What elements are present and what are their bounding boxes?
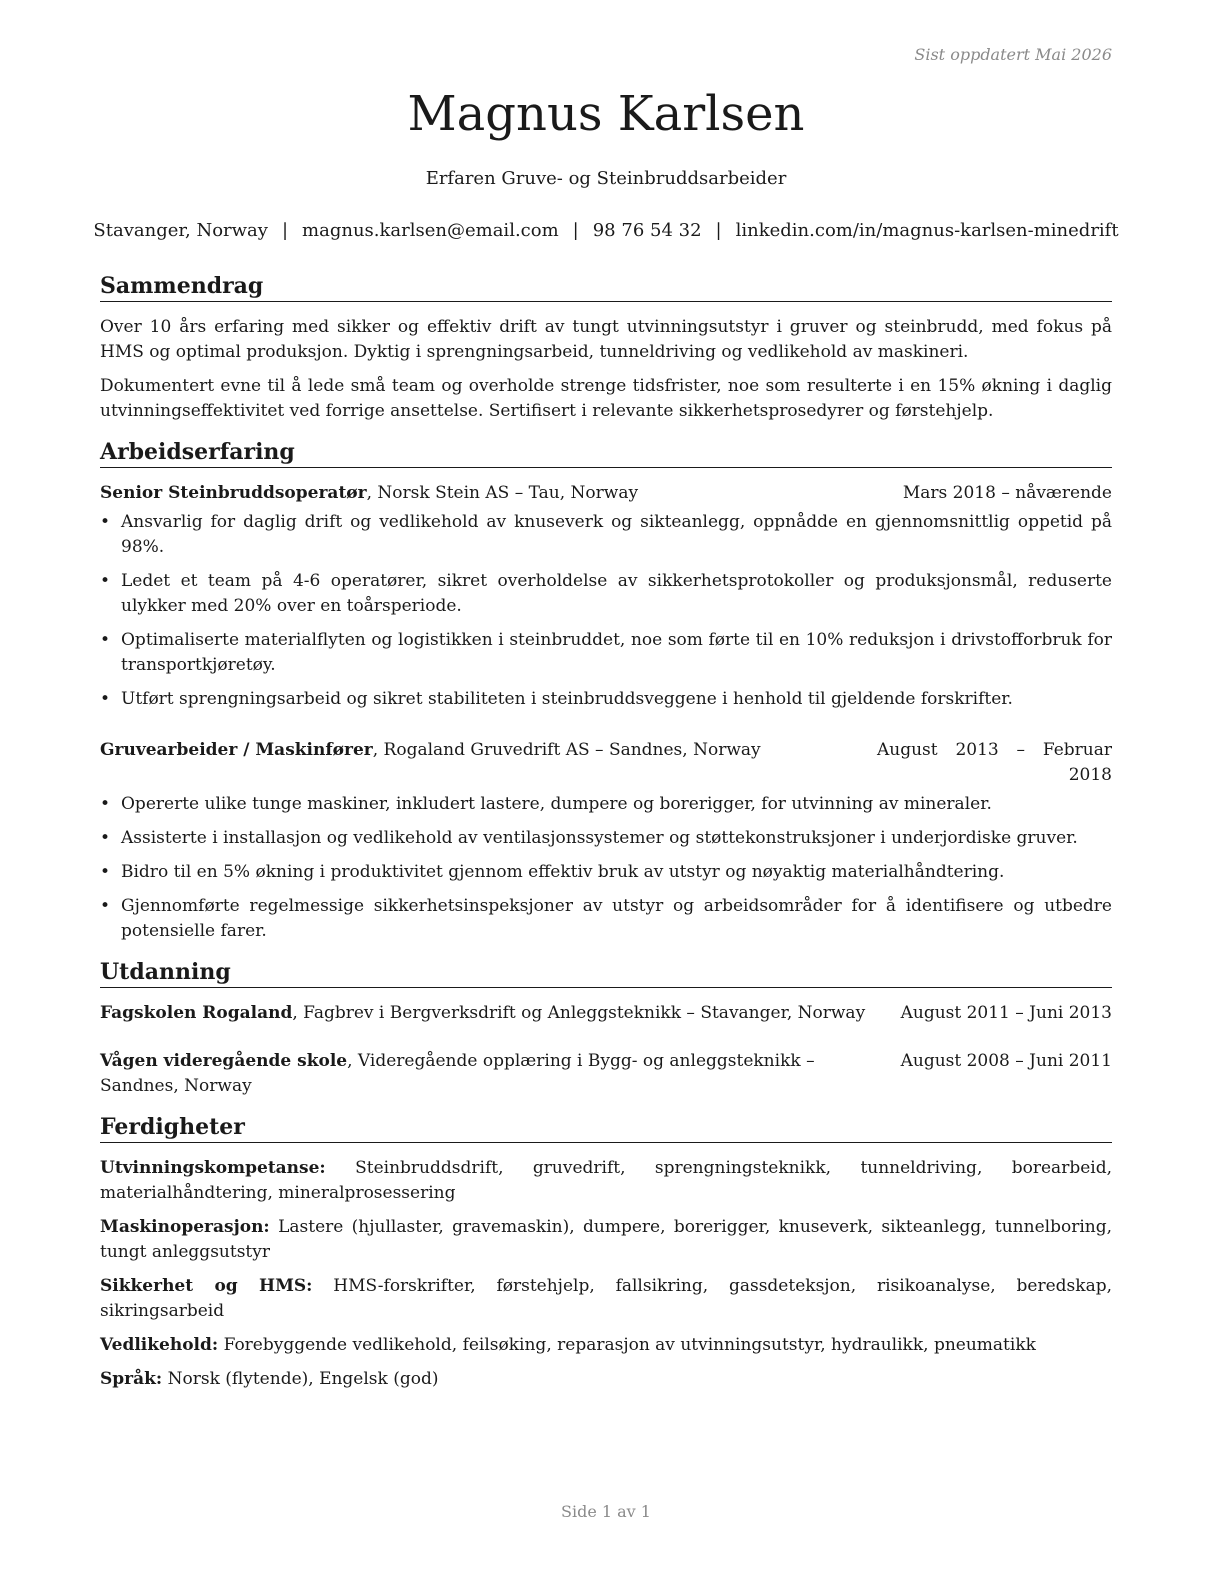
job-bullet: • Bidro til en 5% økning i produktivitet gjennom effektiv bruk av utstyr og nøyaktig materialhåndtering. (100, 860, 1112, 885)
contact-separator: | (715, 220, 722, 241)
resume-page (93, 0, 1119, 1584)
education-detail: , Videregående opplæring i Bygg- og anleggsteknikk – Sandnes, Norway (100, 1051, 815, 1096)
skills-section (100, 1113, 1112, 1392)
section-title-education: Utdanning (100, 958, 1112, 988)
experience-body (100, 481, 1112, 944)
job-bullet: • Gjennomførte regelmessige sikkerhetsinspeksjoner av utstyr og arbeidsområder for å identifisere og utbedre potensielle farer. (100, 894, 1112, 944)
skill-value: Lastere (hjullaster, gravemaskin), dumpere, borerigger, knuseverk, sikteanlegg, tunnelboring, tungt anleggsutstyr (100, 1217, 1112, 1262)
job-employer: , Rogaland Gruvedrift AS – Sandnes, Norway (372, 740, 761, 760)
skill-label: Vedlikehold: (100, 1335, 219, 1355)
candidate-headline: Erfaren Gruve- og Steinbruddsarbeider (425, 168, 787, 189)
last-updated-note: Sist oppdatert Mai 2026 (914, 45, 1112, 64)
skill-label: Sikkerhet og HMS: (100, 1276, 313, 1296)
candidate-name: Magnus Karlsen (407, 86, 805, 142)
section-title-summary: Sammendrag (100, 272, 1112, 302)
job-header (100, 481, 1112, 506)
job-dates: Mars 2018 – nåværende (902, 483, 1112, 503)
education-body (100, 1001, 1112, 1099)
contact-separator: | (572, 220, 579, 241)
job-employer: , Norsk Stein AS – Tau, Norway (366, 483, 639, 503)
section-title-experience: Arbeidserfaring (100, 438, 1112, 468)
education-school: Vågen videregående skole (100, 1051, 348, 1071)
skill-row (100, 1367, 1112, 1392)
job-role: Gruvearbeider / Maskinfører (100, 740, 373, 760)
skill-value: Forebyggende vedlikehold, feilsøking, reparasjon av utvinningsutstyr, hydraulikk, pneumatikk (218, 1335, 1036, 1355)
education-main (100, 1001, 901, 1026)
education-main (100, 1049, 901, 1099)
section-title-skills: Ferdigheter (100, 1113, 1112, 1143)
contact-line (88, 220, 1124, 241)
education-dates: August 2011 – Juni 2013 (900, 1003, 1112, 1023)
job-bullet: • Assisterte i installasjon og vedlikehold av ventilasjonssystemer og støttekonstruksjoner i underjordiske gruver. (100, 826, 1112, 851)
skill-row (100, 1333, 1112, 1358)
job-bullet: • Opererte ulike tunge maskiner, inkludert lastere, dumpere og borerigger, for utvinning av mineraler. (100, 792, 1112, 817)
skills-body (100, 1156, 1112, 1392)
skill-label: Maskinoperasjon: (100, 1217, 270, 1237)
skill-value: Steinbruddsdrift, gruvedrift, sprengningsteknikk, tunneldriving, borearbeid, materialhåndtering, mineralprosessering (100, 1158, 1112, 1203)
contact-email[interactable]: magnus.karlsen@email.com (302, 220, 559, 241)
skill-label: Språk: (100, 1369, 163, 1389)
job-title-line (100, 481, 903, 506)
job-bullets (100, 792, 1112, 944)
skill-label: Utvinningskompetanse: (100, 1158, 326, 1178)
job-bullet: • Ledet et team på 4-6 operatører, sikret overholdelse av sikkerhetsprotokoller og produksjonsmål, reduserte ulykker med 20% over en toårsperiode. (100, 569, 1112, 619)
summary-body (100, 315, 1112, 424)
skill-value: Norsk (flytende), Engelsk (god) (162, 1369, 439, 1389)
job-bullet: • Optimaliserte materialflyten og logistikken i steinbruddet, noe som førte til en 10% reduksjon i drivstofforbruk for transportkjøretøy. (100, 628, 1112, 678)
job-bullet: • Utført sprengningsarbeid og sikret stabiliteten i steinbruddsveggene i henhold til gjeldende forskrifter. (100, 687, 1112, 712)
education-entry (100, 1001, 1112, 1026)
job-entry (100, 481, 1112, 712)
skill-row (100, 1215, 1112, 1265)
summary-paragraph: Dokumentert evne til å lede små team og overholde strenge tidsfrister, noe som resulterte i en 15% økning i daglig utvinningseffektivitet ved forrige ansettelse. Sertifisert i relevante sikkerhetsprosedyrer og førstehjelp. (100, 376, 1112, 421)
job-bullets (100, 510, 1112, 712)
education-entry (100, 1049, 1112, 1099)
education-dates: August 2008 – Juni 2011 (900, 1051, 1112, 1071)
skill-row (100, 1274, 1112, 1324)
skill-value: HMS-forskrifter, førstehjelp, fallsikring, gassdeteksjon, risikoanalyse, beredskap, sikringsarbeid (100, 1276, 1112, 1321)
page-number: Side 1 av 1 (561, 1502, 651, 1521)
job-entry (100, 738, 1112, 944)
education-detail: , Fagbrev i Bergverksdrift og Anleggsteknikk – Stavanger, Norway (292, 1003, 866, 1023)
job-bullet: • Ansvarlig for daglig drift og vedlikehold av knuseverk og sikteanlegg, oppnådde en gjennomsnittlig oppetid på 98%. (100, 510, 1112, 560)
experience-section (100, 438, 1112, 944)
job-header (100, 738, 1112, 788)
contact-location: Stavanger, Norway (93, 220, 268, 241)
resume-content (100, 272, 1112, 1392)
contact-linkedin[interactable]: linkedin.com/in/magnus-karlsen-minedrift (735, 220, 1119, 241)
job-role: Senior Steinbruddsoperatør (100, 483, 367, 503)
job-dates: August 2013 – Februar 2018 (877, 740, 1112, 785)
contact-phone: 98 76 54 32 (592, 220, 702, 241)
summary-paragraph: Over 10 års erfaring med sikker og effektiv drift av tungt utvinningsutstyr i gruver og steinbrudd, med fokus på HMS og optimal produksjon. Dyktig i sprengningsarbeid, tunneldriving og vedlikehold av maskineri. (100, 317, 1112, 362)
job-title-line (100, 738, 877, 763)
skill-row (100, 1156, 1112, 1206)
education-school: Fagskolen Rogaland (100, 1003, 293, 1023)
education-section (100, 958, 1112, 1099)
summary-section (100, 272, 1112, 424)
contact-separator: | (281, 220, 289, 241)
